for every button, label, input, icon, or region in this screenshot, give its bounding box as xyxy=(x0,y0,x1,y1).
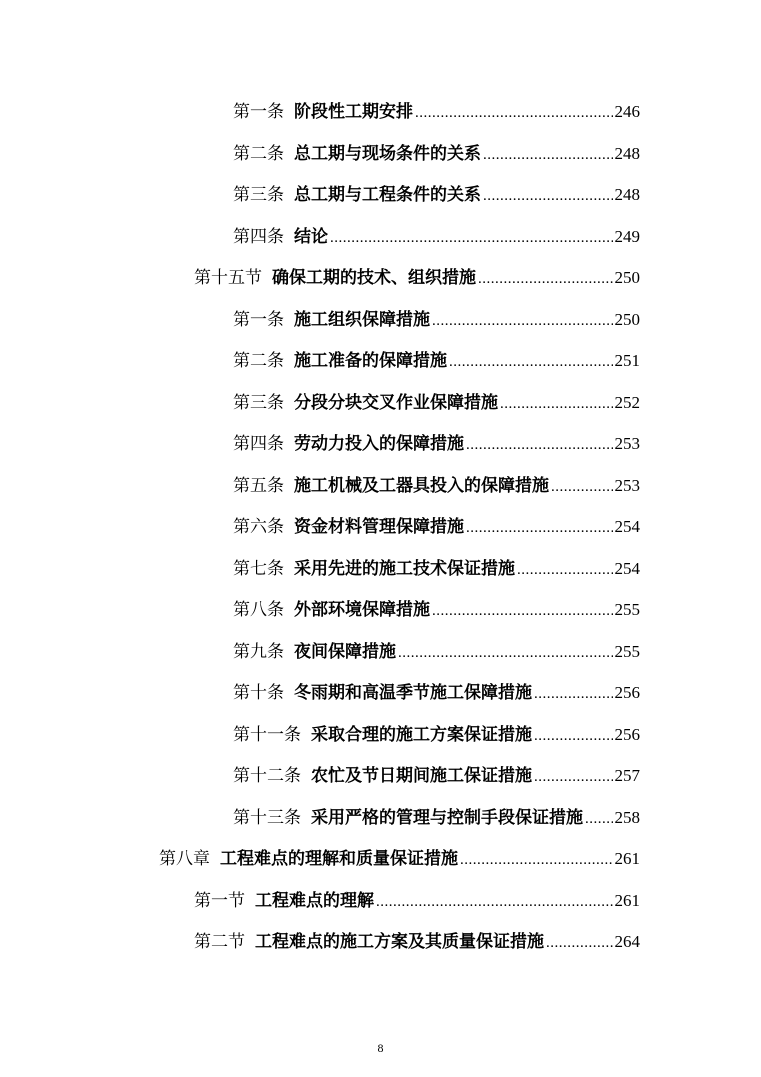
toc-entry[interactable] xyxy=(0,507,761,549)
toc-entry[interactable] xyxy=(0,881,761,923)
toc-entry-number: 第十三条 xyxy=(233,807,301,828)
toc-entry-number: 第八章 xyxy=(159,849,210,870)
toc-entry-number: 第二节 xyxy=(194,932,245,953)
toc-entry-page: 253 xyxy=(614,434,640,454)
toc-entry-number: 第十二条 xyxy=(233,766,301,787)
toc-entry-title: 总工期与工程条件的关系 xyxy=(294,185,481,206)
toc-entry[interactable] xyxy=(0,798,761,840)
toc-entry[interactable] xyxy=(0,175,761,217)
dot-leader xyxy=(534,767,613,787)
toc-entry[interactable] xyxy=(0,383,761,425)
toc-entry[interactable] xyxy=(0,549,761,591)
toc-entry-number: 第七条 xyxy=(233,558,284,579)
toc-entry-title: 采取合理的施工方案保证措施 xyxy=(311,724,532,745)
toc-entry[interactable] xyxy=(0,92,761,134)
toc-entry[interactable] xyxy=(0,839,761,881)
toc-entry[interactable] xyxy=(0,673,761,715)
dot-leader xyxy=(478,269,613,289)
toc-entry-title: 结论 xyxy=(294,226,328,247)
toc-entry-title: 施工机械及工器具投入的保障措施 xyxy=(294,475,549,496)
toc-entry[interactable] xyxy=(0,922,761,964)
toc-entry-page: 248 xyxy=(614,185,640,205)
toc-entry-title: 资金材料管理保障措施 xyxy=(294,517,464,538)
toc-entry-title: 工程难点的理解和质量保证措施 xyxy=(220,849,458,870)
toc-entry-title: 确保工期的技术、组织措施 xyxy=(272,268,476,289)
toc-entry-number: 第三条 xyxy=(233,392,284,413)
toc-entry-number: 第四条 xyxy=(233,226,284,247)
toc-entry-number: 第八条 xyxy=(233,600,284,621)
toc-entry-page: 246 xyxy=(614,102,640,122)
toc-entry-number: 第九条 xyxy=(233,641,284,662)
dot-leader xyxy=(449,352,613,372)
toc-entry-number: 第十一条 xyxy=(233,724,301,745)
toc-entry-title: 施工准备的保障措施 xyxy=(294,351,447,372)
toc-entry-title: 夜间保障措施 xyxy=(294,641,396,662)
toc-entry-number: 第一节 xyxy=(194,890,245,911)
toc-entry-number: 第六条 xyxy=(233,517,284,538)
toc-entry[interactable] xyxy=(0,590,761,632)
toc-entry-page: 264 xyxy=(614,932,640,952)
dot-leader xyxy=(483,145,613,165)
toc-entry-title: 采用严格的管理与控制手段保证措施 xyxy=(311,807,583,828)
dot-leader xyxy=(546,933,613,953)
dot-leader xyxy=(466,518,613,538)
toc-entry[interactable] xyxy=(0,258,761,300)
toc-entry-page: 248 xyxy=(614,143,640,163)
toc-entry-page: 255 xyxy=(614,641,640,661)
toc-entry-number: 第五条 xyxy=(233,475,284,496)
toc-entry-page: 252 xyxy=(614,392,640,412)
toc-entry-page: 254 xyxy=(614,517,640,537)
toc-entry-title: 工程难点的理解 xyxy=(255,890,374,911)
toc-entry-page: 261 xyxy=(614,849,640,869)
dot-leader xyxy=(432,311,613,331)
toc-entry[interactable] xyxy=(0,134,761,176)
table-of-contents xyxy=(0,92,761,964)
toc-entry[interactable] xyxy=(0,300,761,342)
toc-entry-number: 第十条 xyxy=(233,683,284,704)
toc-entry-number: 第二条 xyxy=(233,143,284,164)
toc-entry-title: 劳动力投入的保障措施 xyxy=(294,434,464,455)
toc-entry-number: 第一条 xyxy=(233,309,284,330)
dot-leader xyxy=(534,684,613,704)
toc-entry-number: 第十五节 xyxy=(194,268,262,289)
toc-entry[interactable] xyxy=(0,466,761,508)
toc-entry-page: 251 xyxy=(614,351,640,371)
toc-entry[interactable] xyxy=(0,217,761,259)
toc-entry-title: 外部环境保障措施 xyxy=(294,600,430,621)
toc-entry-title: 阶段性工期安排 xyxy=(294,102,413,123)
dot-leader xyxy=(585,809,613,829)
toc-entry-title: 冬雨期和高温季节施工保障措施 xyxy=(294,683,532,704)
dot-leader xyxy=(517,560,613,580)
dot-leader xyxy=(398,643,613,663)
toc-entry-page: 256 xyxy=(614,724,640,744)
toc-entry-page: 261 xyxy=(614,890,640,910)
dot-leader xyxy=(376,892,613,912)
toc-entry-page: 256 xyxy=(614,683,640,703)
toc-entry-title: 施工组织保障措施 xyxy=(294,309,430,330)
dot-leader xyxy=(415,103,613,123)
dot-leader xyxy=(466,435,613,455)
toc-entry-number: 第三条 xyxy=(233,185,284,206)
toc-entry-page: 249 xyxy=(614,226,640,246)
dot-leader xyxy=(551,477,613,497)
toc-entry-title: 总工期与现场条件的关系 xyxy=(294,143,481,164)
toc-entry-page: 257 xyxy=(614,766,640,786)
toc-entry[interactable] xyxy=(0,341,761,383)
toc-entry-title: 采用先进的施工技术保证措施 xyxy=(294,558,515,579)
toc-entry-page: 250 xyxy=(614,309,640,329)
toc-entry-number: 第一条 xyxy=(233,102,284,123)
toc-entry-page: 254 xyxy=(614,558,640,578)
toc-entry-number: 第二条 xyxy=(233,351,284,372)
dot-leader xyxy=(460,850,613,870)
dot-leader xyxy=(500,394,613,414)
toc-entry-title: 分段分块交叉作业保障措施 xyxy=(294,392,498,413)
dot-leader xyxy=(483,186,613,206)
toc-entry-page: 250 xyxy=(614,268,640,288)
toc-entry[interactable] xyxy=(0,756,761,798)
dot-leader xyxy=(432,601,613,621)
toc-entry-page: 253 xyxy=(614,475,640,495)
toc-entry[interactable] xyxy=(0,715,761,757)
dot-leader xyxy=(330,228,613,248)
toc-entry[interactable] xyxy=(0,424,761,466)
toc-entry-title: 农忙及节日期间施工保证措施 xyxy=(311,766,532,787)
toc-entry-number: 第四条 xyxy=(233,434,284,455)
toc-entry-title: 工程难点的施工方案及其质量保证措施 xyxy=(255,932,544,953)
toc-entry-page: 258 xyxy=(614,807,640,827)
dot-leader xyxy=(534,726,613,746)
toc-entry[interactable] xyxy=(0,632,761,674)
toc-entry-page: 255 xyxy=(614,600,640,620)
page-number: 8 xyxy=(377,1041,384,1055)
